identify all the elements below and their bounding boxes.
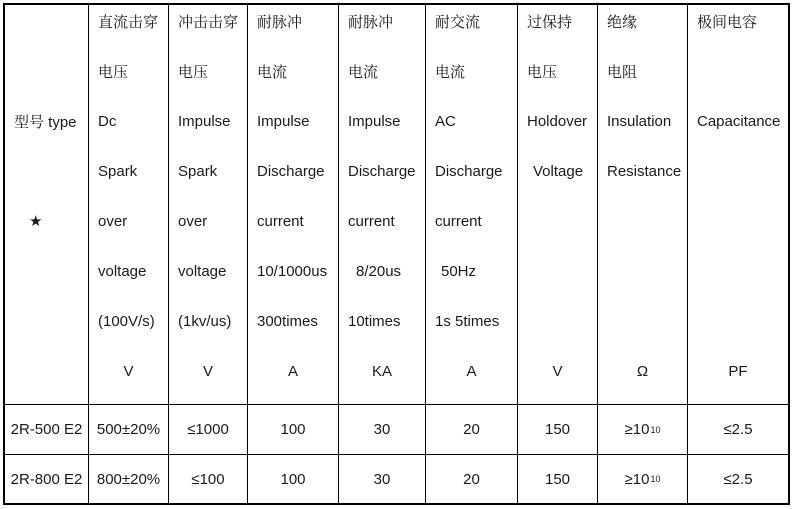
unit-label — [5, 346, 88, 396]
header-line: over — [98, 212, 128, 230]
header-line — [598, 246, 687, 296]
header-line: Impulse — [348, 113, 401, 131]
header-line — [518, 246, 597, 296]
header-line: current — [348, 212, 395, 230]
header-line: 8/20us — [356, 262, 402, 280]
header-line: 冲击击穿 — [178, 14, 239, 32]
header-line: voltage — [178, 262, 227, 280]
header-line: 电压 — [98, 64, 129, 82]
unit-label: A — [466, 362, 477, 380]
header-line — [688, 147, 788, 197]
header-line: (100V/s) — [98, 312, 155, 330]
header-line: 耐脉冲 — [257, 14, 303, 32]
unit-label: A — [287, 362, 298, 380]
cell-insulation-resistance: ≥10 10 — [598, 405, 688, 455]
cell-dc-sparkover: 800±20% — [89, 455, 169, 503]
header-line: Discharge — [435, 163, 503, 181]
header-line: over — [178, 212, 208, 230]
spec-table — [3, 3, 790, 505]
cell-impulse-sparkover: ≤100 — [169, 455, 248, 503]
header-cell-holdover-voltage — [518, 5, 598, 405]
cell-capacitance: ≤2.5 — [688, 405, 788, 455]
unit-label: V — [123, 362, 134, 380]
cell-insulation-resistance: ≥10 10 — [598, 455, 688, 503]
cell-impulse-sparkover: ≤1000 — [169, 405, 248, 455]
cell-impulse-discharge-8-20: 30 — [339, 455, 426, 503]
header-line — [518, 296, 597, 346]
unit-label: Ω — [636, 362, 649, 380]
header-line: Resistance — [607, 163, 682, 181]
unit-label: V — [552, 362, 563, 380]
insulation-value: ≥10 — [624, 470, 650, 488]
header-line — [598, 197, 687, 247]
header-line: Insulation — [607, 113, 672, 131]
header-line: 电流 — [435, 64, 466, 82]
header-line: 极间电容 — [697, 14, 758, 32]
header-line — [5, 296, 88, 346]
header-line — [688, 296, 788, 346]
header-line: 1s 5times — [435, 312, 500, 330]
header-cell-insulation-resistance — [598, 5, 688, 405]
header-line: Spark — [98, 163, 138, 181]
header-line: 耐脉冲 — [348, 14, 394, 32]
cell-capacitance: ≤2.5 — [723, 470, 753, 488]
header-line — [5, 246, 88, 296]
header-line — [688, 47, 788, 97]
header-line: 电流 — [257, 64, 288, 82]
cell-impulse-discharge-long: 100 — [248, 455, 339, 503]
header-line: AC — [435, 113, 456, 131]
header-line: 直流击穿 — [98, 14, 159, 32]
header-line: 10/1000us — [257, 262, 328, 280]
header-line: Voltage — [533, 163, 584, 181]
cell-ac-discharge: 20 — [426, 405, 518, 455]
cell-dc-sparkover: 500±20% — [89, 405, 169, 455]
header-line — [688, 246, 788, 296]
header-line: Spark — [178, 163, 218, 181]
header-cell-model — [5, 5, 89, 405]
cell-ac-discharge: 20 — [426, 455, 518, 503]
header-line — [518, 197, 597, 247]
header-line: 电阻 — [607, 64, 638, 82]
header-line: Discharge — [348, 163, 416, 181]
unit-label: KA — [371, 362, 392, 380]
unit-label: PF — [728, 362, 748, 380]
header-line — [598, 296, 687, 346]
header-line — [5, 147, 88, 197]
header-line: 绝缘 — [607, 14, 638, 32]
cell-impulse-discharge-8-20: 30 — [339, 405, 426, 455]
header-line: current — [435, 212, 482, 230]
model-type-label: 型号 type — [14, 114, 77, 132]
header-cell-impulse-sparkover — [169, 5, 248, 405]
header-line — [688, 197, 788, 247]
header-line: 50Hz — [441, 262, 477, 280]
header-line: 过保持 — [527, 14, 573, 32]
unit-label: V — [202, 362, 213, 380]
header-line: 300times — [257, 312, 318, 330]
header-line: voltage — [98, 262, 147, 280]
header-cell-capacitance — [688, 5, 788, 405]
header-line: Discharge — [257, 163, 325, 181]
header-line: current — [257, 212, 304, 230]
header-line: (1kv/us) — [178, 312, 232, 330]
cell-model: 2R-500 E2 — [5, 405, 89, 455]
header-line: 电压 — [178, 64, 209, 82]
insulation-value: ≥10 — [624, 421, 650, 438]
header-line: 电压 — [527, 64, 558, 82]
cell-holdover-voltage: 150 — [518, 455, 598, 503]
header-line: Holdover — [527, 113, 588, 131]
star-icon: ★ — [29, 213, 43, 231]
cell-impulse-discharge-long: 100 — [248, 405, 339, 455]
header-cell-dc-sparkover — [89, 5, 169, 405]
header-line: Impulse — [178, 113, 231, 131]
header-line: Impulse — [257, 113, 310, 131]
header-line: 耐交流 — [435, 14, 481, 32]
cell-model: 2R-800 E2 — [5, 455, 89, 503]
header-line — [5, 47, 88, 97]
header-line: Capacitance — [697, 113, 781, 131]
header-line: 10times — [348, 312, 401, 330]
header-line — [5, 5, 88, 47]
header-cell-impulse-discharge-long — [248, 5, 339, 405]
header-cell-ac-discharge — [426, 5, 518, 405]
header-cell-impulse-discharge-8-20 — [339, 5, 426, 405]
header-line: Dc — [98, 113, 117, 131]
header-line: 电流 — [348, 64, 379, 82]
cell-holdover-voltage: 150 — [518, 405, 598, 455]
